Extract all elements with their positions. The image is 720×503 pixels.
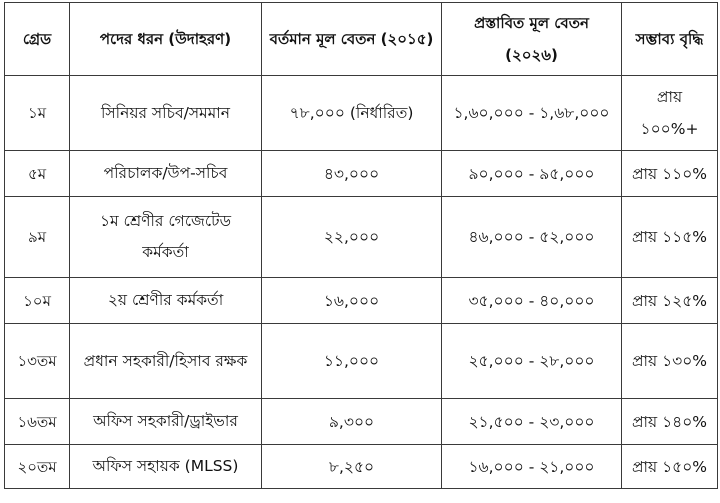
- current-basic-cell: ৯,৩০০: [262, 399, 442, 445]
- header-possible-increase: সম্ভাব্য বৃদ্ধি: [622, 3, 718, 76]
- increase-cell: প্রায় ১১০%: [622, 151, 718, 197]
- grade-cell: ৫ম: [5, 151, 70, 197]
- current-basic-cell: ১১,০০০: [262, 324, 442, 399]
- grade-cell: ১০ম: [5, 278, 70, 324]
- post-cell: প্রধান সহকারী/হিসাব রক্ষক: [70, 324, 262, 399]
- grade-cell: ৯ম: [5, 197, 70, 278]
- post-cell: অফিস সহায়ক (MLSS): [70, 445, 262, 489]
- table-row: [5, 399, 718, 445]
- proposed-basic-cell: ২১,৫০০ - ২৩,০০০: [442, 399, 622, 445]
- increase-cell: প্রায় ১১৫%: [622, 197, 718, 278]
- table-header: [5, 3, 718, 76]
- proposed-basic-cell: ৩৫,০০০ - ৪০,০০০: [442, 278, 622, 324]
- current-basic-cell: ৭৮,০০০ (নির্ধারিত): [262, 76, 442, 151]
- post-cell: পরিচালক/উপ-সচিব: [70, 151, 262, 197]
- grade-cell: ১ম: [5, 76, 70, 151]
- proposed-basic-cell: ১,৬০,০০০ - ১,৬৮,০০০: [442, 76, 622, 151]
- increase-cell: প্রায় ১২৫%: [622, 278, 718, 324]
- proposed-basic-cell: ৯০,০০০ - ৯৫,০০০: [442, 151, 622, 197]
- proposed-basic-cell: ৪৬,০০০ - ৫২,০০০: [442, 197, 622, 278]
- table-row: [5, 278, 718, 324]
- increase-cell: প্রায় ১০০%+: [622, 76, 718, 151]
- increase-cell: প্রায় ১৩০%: [622, 324, 718, 399]
- increase-cell: প্রায় ১৫০%: [622, 445, 718, 489]
- post-cell: ১ম শ্রেণীর গেজেটেড কর্মকর্তা: [70, 197, 262, 278]
- current-basic-cell: ৪৩,০০০: [262, 151, 442, 197]
- table-row: [5, 76, 718, 151]
- current-basic-cell: ৮,২৫০: [262, 445, 442, 489]
- grade-cell: ১৬তম: [5, 399, 70, 445]
- proposed-basic-cell: ১৬,০০০ - ২১,০০০: [442, 445, 622, 489]
- table-body: [5, 76, 718, 489]
- post-cell: ২য় শ্রেণীর কর্মকর্তা: [70, 278, 262, 324]
- grade-cell: ১৩তম: [5, 324, 70, 399]
- pay-scale-table: [4, 2, 718, 489]
- table-row: [5, 445, 718, 489]
- grade-cell: ২০তম: [5, 445, 70, 489]
- current-basic-cell: ২২,০০০: [262, 197, 442, 278]
- table-row: [5, 151, 718, 197]
- proposed-basic-cell: ২৫,০০০ - ২৮,০০০: [442, 324, 622, 399]
- header-grade: গ্রেড: [5, 3, 70, 76]
- post-cell: সিনিয়র সচিব/সমমান: [70, 76, 262, 151]
- table-row: [5, 324, 718, 399]
- current-basic-cell: ১৬,০০০: [262, 278, 442, 324]
- header-row: [5, 3, 718, 76]
- header-proposed-basic: প্রস্তাবিত মূল বেতন (২০২৬): [442, 3, 622, 76]
- increase-cell: প্রায় ১৪০%: [622, 399, 718, 445]
- header-post-type: পদের ধরন (উদাহরণ): [70, 3, 262, 76]
- post-cell: অফিস সহকারী/ড্রাইভার: [70, 399, 262, 445]
- table-row: [5, 197, 718, 278]
- header-current-basic: বর্তমান মূল বেতন (২০১৫): [262, 3, 442, 76]
